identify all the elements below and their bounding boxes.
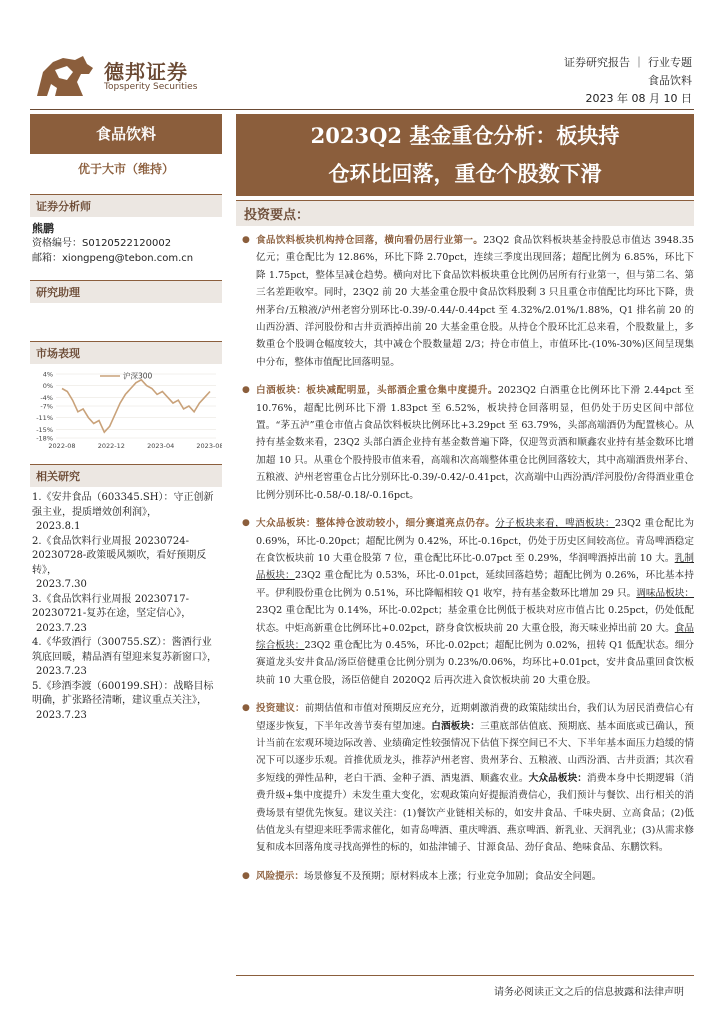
research-item[interactable] [32,636,220,680]
bullet-icon: ● [242,518,250,529]
logo-text-cn: 德邦证券 [104,60,188,84]
sector-label: 食品饮料 [30,114,222,154]
para3-beer-text: 23Q2 重仓配比为 0.69%，环比-0.20pct；超配比例为 0.42%，环比-0.16pct，仍处于历史区间较高位。青岛啤酒稳定在食饮板块前 10 大重仓股第 7 位，重仓配比环比-0.07pct 至 0.29%，华润啤酒掉出前 10 大。 [256,518,694,564]
report-title [236,114,694,196]
para-risk [236,868,694,885]
y-tick-label: -15% [36,425,53,434]
research-title: 4.《华致酒行（300755.SZ）：酱酒行业筑底回暖，精品酒有望迎来复苏新窗口》， [32,637,217,663]
key-points-body [236,232,694,896]
research-date: 2023.8.1 [36,521,81,532]
para3-dairy-text: 23Q2 重仓配比为 0.53%，环比-0.01pct，延续回落趋势；超配比例为 0.26%，环比基本持平。伊利股份重仓比例为 0.51%，环比降幅相较 Q1 收窄，持有基金数环比增加 29 只。 [256,570,694,599]
para3-food-text: 23Q2 重仓配比为 0.45%，环比-0.02pct；超配比例为 0.02%，扭转 Q1 低配状态。细分赛道龙头安井食品/汤臣倍健重仓比例分别为 0.23%/0.06%，均环比+0.01pct，安井食品重回食饮板块前 10 大重仓股，汤臣倍健自 2020Q2 后再次进入食饮板块前 20 大重仓股。 [256,639,694,686]
x-tick-label: 2022-12 [97,442,125,450]
y-tick-label: -11% [36,414,53,423]
para5-text: 场景修复不及预期；原材料成本上涨；行业竞争加剧；食品安全问题。 [303,870,602,882]
research-date: 2023.7.23 [36,666,87,677]
company-logo-icon [33,52,97,100]
bullet-icon: ● [242,703,250,714]
para-mass-consumer [236,515,694,689]
para3-condiment-label: 调味品板块： [636,587,695,599]
analyst-info [30,217,222,274]
para3-food-label: 食品综合板块： [256,622,694,651]
para2-lead: 白酒板块：板块减配明显，头部酒企重仓集中度提升。 [256,385,498,397]
research-item[interactable] [32,680,220,724]
para4-baijiu-label: 白酒板块： [431,720,480,732]
research-item[interactable] [32,593,220,637]
research-title: 3.《食品饮料行业周报 20230717-20230721-复苏在途，坚定信心》， [32,593,192,619]
para4-text-a: 前期估值和市值对预期反应充分，近期刺激消费的政策陆续出台，我们认为居民消费信心有望逐步恢复，下半年改善节奏有望加速。 [256,703,695,732]
research-title: 1.《安井食品（603345.SH）：守正创新强主业，提质增效创利润》， [32,492,214,518]
x-tick-label: 2023-04 [147,442,175,450]
research-date: 2023.7.23 [36,622,87,634]
para3-beer-label: 分子板块来看，啤酒板块： [495,518,615,530]
research-item[interactable] [32,535,220,593]
para4-lead: 投资建议： [256,703,305,715]
research-item[interactable] [32,491,220,535]
related-section-head: 相关研究 [30,464,222,487]
para4-mass-label: 大众品板块： [528,772,588,784]
para5-lead: 风险提示： [256,870,304,882]
para3-dairy-label: 乳制品板块： [256,552,694,582]
market-section-head: 市场表现 [30,341,222,364]
para3-condiment-text: 23Q2 重仓配比为 0.14%，环比-0.02pct；基金重仓比例低于板块对应市值占比 0.25pct，仍处低配状态。中炬高新重仓比例环比+0.02pct，跻身食饮板块前 20 大重仓股，海天味业掉出前 20 大。 [256,605,694,634]
key-points-head: 投资要点： [236,200,694,226]
title-line-1: 2023Q2 基金重仓分析：板块持 [310,123,620,148]
para4-text-b: 三重底部估值底、预期底、基本面底或已确认，预计当前在宏观环境边际改善、业绩确定性较强情况下估值下探空间已不大、下半年基本面压力趋缓的情况下可以逐步乐观。首推优质龙头，推荐泸州老窖、贵州茅台、五粮液、山西汾酒、古井贡酒；其次看多短线的弹性品种，老白干酒、金种子酒、酒鬼酒、顺鑫农业。 [256,720,695,784]
header-meta [564,54,692,90]
y-tick-label: 0% [42,382,53,391]
para1-text: 23Q2 食品饮料板块基金持股总市值达 3948.35 亿元；重仓配比为 12.86%，环比下降 2.70pct，连续三季度出现回落；超配比例为 6.85%，环比下降 1.75pct，整体呈减仓趋势。横向对比下食品饮料板块重仓比例仍居所有行业第一，但与第二名、第三名差距收窄。同时，23Q2 前 20 大基金重仓股中食品饮料股剩 3 只且重仓市值配比均环比下降，贵州茅台/五粮液/泸州老窖分别环比-0.39/-0.44/-0.44pct 至 4.32%/2.01%/1.88%，Q1 排名前 20 的山西汾酒、洋河股份和古井贡酒掉出前 20 大基金重仓股。从持仓个股环比汇总来看，个股数量上，多数重仓个股调仓幅度较大，其中减仓个股数量超 2/3；持仓市值上，市值环比-(10%-30%)区间呈现集中分布，整体市值配比回落明显。 [256,235,695,368]
rating-label: 优于大市（维持） [77,162,174,176]
assistant-section-head: 研究助理 [30,280,222,303]
sidebar [30,194,222,727]
para1-lead: 食品饮料板块机构持仓回落，横向看仍居行业第一。 [256,235,484,246]
assistant-spacer [30,303,222,341]
analyst-email[interactable]: 邮箱：xiongpeng@tebon.com.cn [32,253,194,264]
footer-divider [236,975,694,976]
header-divider [30,109,694,110]
para2-text: 2023Q2 白酒重仓比例环比下滑 2.44pct 至 10.76%，超配比例环比下滑 1.83pct 至 6.52%，板块持仓回落明显，但仍处于历史区间中部位置。“茅五泸”重仓市值占食品饮料板块比例环比+3.29pct 至 63.79%，头部高端酒仍为配置核心。从持有基金数来看，23Q2 头部白酒企业持有基金数普遍下降，仅迎驾贡酒和顺鑫农业持有基金数环比增加超 10 只。从重仓个股持股市值来看，高端和次高端整体重仓比例回落较大，其中高端酒贵州茅台、五粮液、泸州老窖重仓占比分别环比-0.39/-0.42/-0.41pct，次高端中山西汾酒/洋河股份/舍得酒业重仓比例分别环比-0.58/-0.18/-0.16pct。 [256,385,695,501]
y-tick-label: -7% [40,402,53,411]
research-date: 2023.7.23 [36,709,87,721]
y-tick-label: -4% [40,393,53,402]
x-tick-label: 2022-08 [48,442,76,450]
bullet-icon: ● [242,870,250,881]
para-baijiu [236,382,694,504]
para-investment-advice [236,700,694,857]
report-date: 2023 年 08 月 10 日 [585,92,692,105]
research-title: 2.《食品饮料行业周报 20230724-20230728-政策暖风频吹，看好预期反转》， [32,535,207,576]
bullet-icon: ● [242,235,250,245]
report-type: 证券研究报告 ｜ 行业专题 [564,56,692,69]
research-date: 2023.7.30 [36,579,87,590]
related-research-list [30,487,222,727]
header-industry: 食品饮料 [648,74,692,87]
para3-lead: 大众品板块：整体持仓波动较小，细分赛道亮点仍存。 [256,518,496,530]
bullet-icon: ● [242,385,250,396]
legend-label: 沪深300 [123,371,153,381]
logo-text-en: Topsperity Securities [104,82,198,92]
x-tick-label: 2023-08 [196,442,222,450]
para4-text-c: 消费本身中长期逻辑（消费升级+集中度提升）未发生重大变化，宏观政策向好提振消费信心，我们预计与餐饮、出行相关的消费场景有望优先恢复。建议关注：(1)餐饮产业链相关标的，如安井食品、千味央厨、立高食品；(2)低估值龙头有望迎来旺季需求催化，如青岛啤酒、重庆啤酒、燕京啤酒、新乳业、天润乳业；(3)从需求修复和成本回落角度寻找高弹性的标的，如盐津铺子、甘源食品、劲仔食品、绝味食品、东鹏饮料。 [256,772,695,854]
y-tick-label: -18% [36,434,53,443]
analyst-name: 熊鹏 [32,222,54,235]
market-performance-chart [30,366,222,454]
footer-disclaimer: 请务必阅读正文之后的信息披露和法律声明 [494,987,684,998]
research-title: 5.《珍酒李渡（600199.SH）：战略目标明确，扩张路径清晰，建议重点关注》， [32,680,214,706]
para-fund-holdings [236,232,694,371]
analyst-cert: 资格编号：S0120522120002 [32,238,172,249]
analyst-section-head: 证券分析师 [30,194,222,217]
y-tick-label: 4% [42,370,53,379]
title-line-2: 仓环比回落，重仓个股数下滑 [328,161,602,186]
